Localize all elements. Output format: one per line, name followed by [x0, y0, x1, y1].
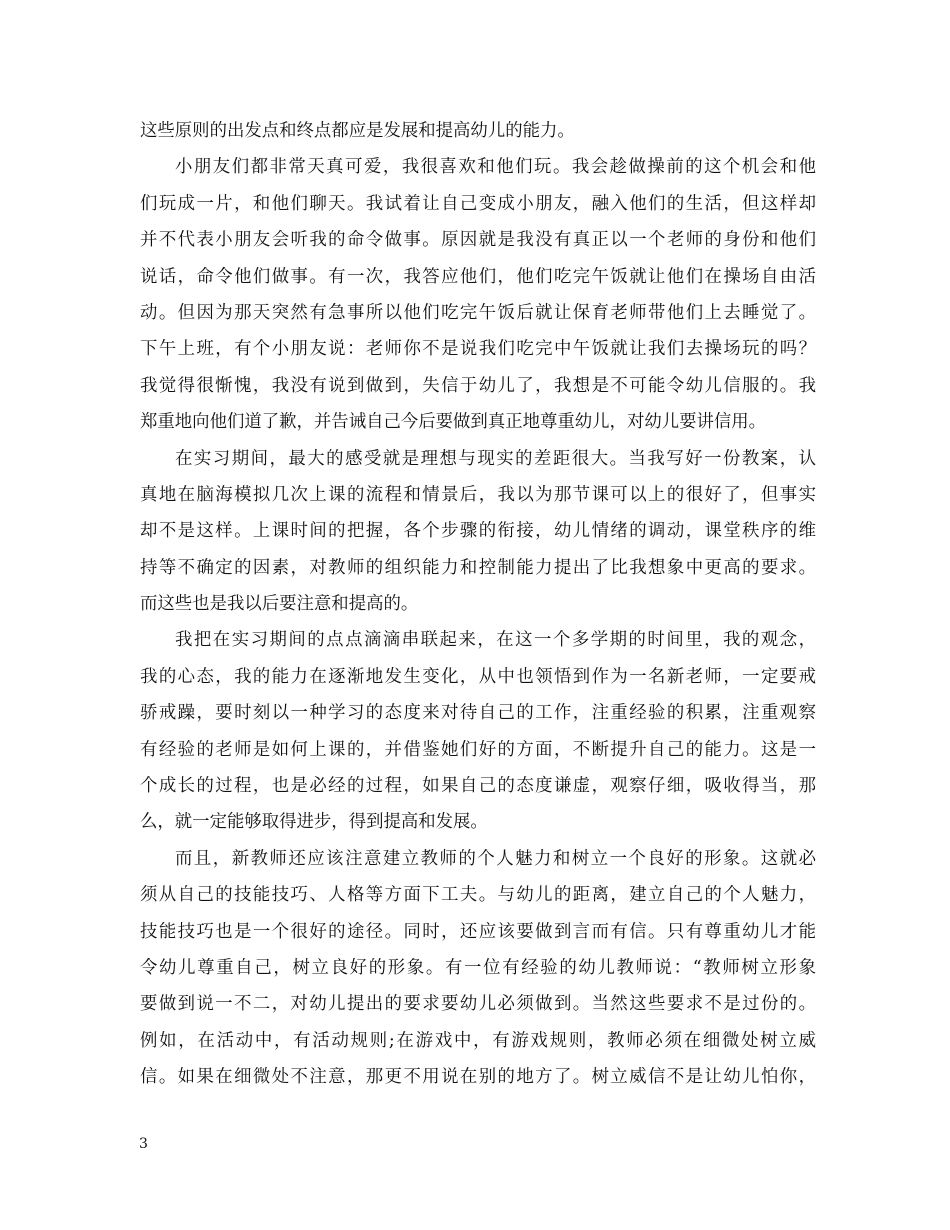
text-line: 郑重地向他们道了歉，并告诫自己今后要做到真正地尊重幼儿，对幼儿要讲信用。	[140, 412, 767, 433]
text-line: 令幼儿尊重自己，树立良好的形象。有一位有经验的幼儿教师说：“教师树立形象	[140, 957, 816, 978]
text-line: 真地在脑海模拟几次上课的流程和情景后，我以为那节课可以上的很好了，但事实	[140, 484, 816, 505]
page-number: 3	[139, 1136, 148, 1152]
text-line: 这些原则的出发点和终点都应是发展和提高幼儿的能力。	[140, 121, 575, 141]
text-line: 我觉得很惭愧，我没有说到做到，失信于幼儿了，我想是不可能令幼儿信服的。我	[140, 375, 816, 396]
text-line: 我把在实习期间的点点滴滴串联起来，在这一个多学期的时间里，我的观念，	[175, 630, 816, 651]
text-line: 骄戒躁，要时刻以一种学习的态度来对待自己的工作，注重经验的积累，注重观察	[140, 703, 816, 724]
text-line: 我的心态，我的能力在逐渐地发生变化，从中也领悟到作为一名新老师，一定要戒	[140, 666, 816, 687]
text-line: 技能技巧也是一个很好的途径。同时，还应该要做到言而有信。只有尊重幼儿才能	[140, 921, 816, 942]
body-text	[140, 113, 816, 1096]
text-line: 信。如果在细微处不注意，那更不用说在别的地方了。树立威信不是让幼儿怕你，	[140, 1067, 816, 1088]
text-line: 说话，命令他们做事。有一次，我答应他们，他们吃完午饭就让他们在操场自由活	[140, 266, 816, 287]
text-line: 要做到说一不二，对幼儿提出的要求要幼儿必须做到。当然这些要求不是过份的。	[140, 994, 816, 1015]
text-line: 须从自己的技能技巧、人格等方面下工夫。与幼儿的距离，建立自己的个人魅力，	[140, 885, 816, 906]
text-line: 小朋友们都非常天真可爱，我很喜欢和他们玩。我会趁做操前的这个机会和他	[175, 157, 816, 178]
text-line: 持等不确定的因素，对教师的组织能力和控制能力提出了比我想象中更高的要求。	[140, 557, 816, 578]
text-line: 并不代表小朋友会听我的命令做事。原因就是我没有真正以一个老师的身份和他们	[140, 230, 816, 251]
text-line: 下午上班，有个小朋友说：老师你不是说我们吃完中午饭就让我们去操场玩的吗？	[140, 339, 816, 360]
text-line: 却不是这样。上课时间的把握，各个步骤的衔接，幼儿情绪的调动，课堂秩序的维	[140, 521, 816, 542]
text-line: 而这些也是我以后要注意和提高的。	[140, 594, 419, 615]
text-line: 么，就一定能够取得进步，得到提高和发展。	[140, 812, 488, 833]
text-line: 在实习期间，最大的感受就是理想与现实的差距很大。当我写好一份教案，认	[175, 448, 816, 469]
text-line: 例如，在活动中，有活动规则;在游戏中，有游戏规则，教师必须在细微处树立威	[140, 1030, 816, 1051]
text-line: 动。但因为那天突然有急事所以他们吃完午饭后就让保育老师带他们上去睡觉了。	[140, 302, 816, 323]
text-line: 们玩成一片，和他们聊天。我试着让自己变成小朋友，融入他们的生活，但这样却	[140, 193, 816, 214]
text-line: 个成长的过程，也是必经的过程，如果自己的态度谦虚，观察仔细，吸收得当，那	[140, 776, 816, 797]
text-line: 有经验的老师是如何上课的，并借鉴她们好的方面，不断提升自己的能力。这是一	[140, 739, 816, 760]
text-line: 而且，新教师还应该注意建立教师的个人魅力和树立一个良好的形象。这就必	[175, 848, 816, 869]
